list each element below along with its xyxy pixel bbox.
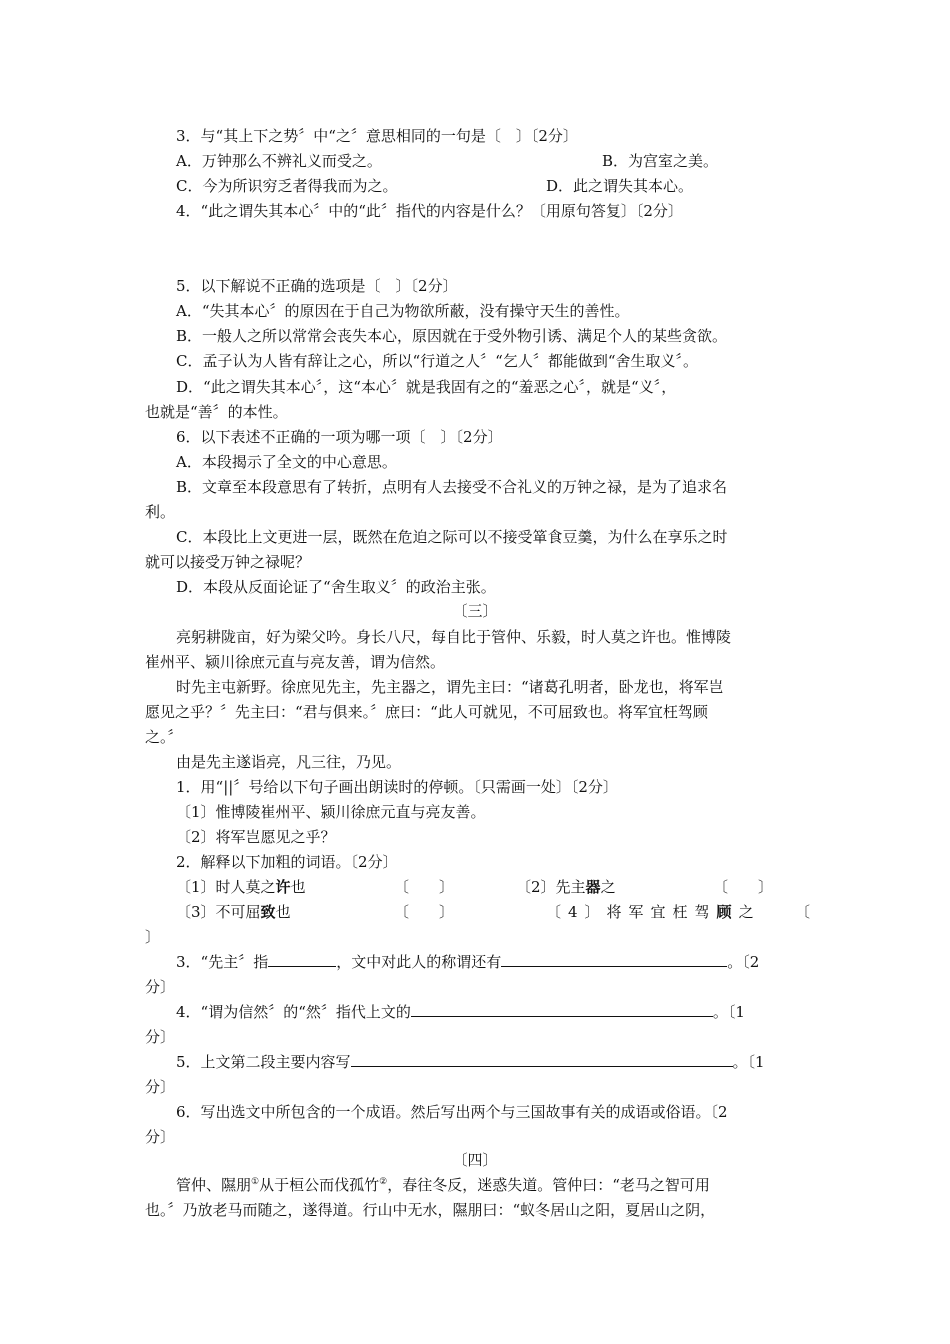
s3-q6-line2: 分〕 bbox=[145, 1128, 176, 1146]
s3-passage-p1-line2: 崔州平、颍川徐庶元直与亮友善，谓为信然。 bbox=[145, 653, 446, 671]
answer-blank[interactable] bbox=[268, 952, 336, 967]
footnote-mark: ② bbox=[379, 1177, 388, 1187]
s2-q3-option-c: C．今为所识穷乏者得我而为之。 bbox=[176, 177, 398, 195]
s3-q2-item4: 〔4〕将军宜枉驾顾之 bbox=[546, 903, 761, 921]
s3-q2-item4-paren-open: 〔 bbox=[795, 903, 811, 921]
s3-q3-wrap: 分〕 bbox=[145, 978, 176, 996]
s3-q5-wrap: 分〕 bbox=[145, 1078, 176, 1096]
s3-q2-item1: 〔1〕时人莫之许也 bbox=[176, 878, 306, 896]
s3-q2-item2-answer-paren: 〔 〕 bbox=[713, 878, 774, 896]
s3-q3: 3．“先主〞指 ，文中对此人的称谓还有 。〔2 bbox=[176, 953, 760, 971]
s2-q3-option-b: B．为宫室之美。 bbox=[602, 152, 719, 170]
s2-q5-option-c: C．孟子认为人皆有辞让之心，所以“行道之人〞“乞人〞都能做到“舍生取义〞。 bbox=[176, 352, 698, 370]
s2-q4: 4．“此之谓失其本心〞中的“此〞指代的内容是什么？〔用原句答复〕〔2分〕 bbox=[176, 202, 683, 220]
s3-q2-item3-answer-paren: 〔 〕 bbox=[394, 903, 455, 921]
bold-word: 顾 bbox=[716, 903, 739, 921]
bold-word: 器 bbox=[585, 878, 601, 896]
s2-q6-option-b-line1: B．文章至本段意思有了转折，点明有人去接受不合礼义的万钟之禄，是为了追求名 bbox=[176, 478, 728, 496]
s2-q5: 5．以下解说不正确的选项是〔 〕〔2分〕 bbox=[176, 277, 458, 295]
s3-q4: 4．“谓为信然〞的“然〞指代上文的 。〔1 bbox=[176, 1003, 745, 1021]
s3-q1-item2: 〔2〕将军岂愿见之乎？ bbox=[176, 828, 336, 846]
answer-blank[interactable] bbox=[411, 1002, 713, 1017]
s3-q5: 5．上文第二段主要内容写 。〔1 bbox=[176, 1053, 765, 1071]
section3-heading: 〔三〕 bbox=[452, 602, 498, 620]
s2-q3-option-d: D．此之谓失其本心。 bbox=[546, 177, 694, 195]
s4-passage-line2: 也。〞乃放老马而随之，遂得道。行山中无水，隰朋曰：“蚁冬居山之阳，夏居山之阴， bbox=[145, 1201, 716, 1219]
bold-word: 许 bbox=[275, 878, 291, 896]
s2-q6-option-c-line1: C．本段比上文更进一层，既然在危迫之际可以不接受箪食豆羹，为什么在享乐之时 bbox=[176, 528, 728, 546]
s3-q2: 2．解释以下加粗的词语。〔2分〕 bbox=[176, 853, 398, 871]
s2-q6-option-b-line2: 利。 bbox=[145, 503, 176, 521]
s3-passage-p2-line2: 愿见之乎？〞先主曰：“君与俱来。〞庶曰：“此人可就见，不可屈致也。将军宜枉驾顾 bbox=[145, 703, 708, 721]
s2-q3: 3．与“其上下之势〞中“之〞意思相同的一句是〔 〕〔2分〕 bbox=[176, 127, 578, 145]
s3-q4-wrap: 分〕 bbox=[145, 1028, 176, 1046]
section4-heading: 〔四〕 bbox=[452, 1151, 498, 1169]
s3-q2-item3: 〔3〕不可屈致也 bbox=[176, 903, 291, 921]
s2-q5-option-d-line2: 也就是“善〞的本性。 bbox=[145, 403, 288, 421]
s3-q2-item4-paren-close: 〕 bbox=[145, 928, 161, 946]
s2-q6-option-c-line2: 就可以接受万钟之禄呢？ bbox=[145, 553, 311, 571]
s2-q3-option-a: A．万钟那么不辨礼义而受之。 bbox=[176, 152, 382, 170]
s2-q6-option-a: A．本段揭示了全文的中心意思。 bbox=[176, 453, 397, 471]
s3-passage-p1-line1: 亮躬耕陇亩，好为梁父吟。身长八尺，每自比于管仲、乐毅，时人莫之许也。惟博陵 bbox=[176, 628, 732, 646]
s2-q5-option-b: B．一般人之所以常常会丧失本心，原因就在于受外物引诱、满足个人的某些贪欲。 bbox=[176, 327, 728, 345]
s3-q6-line1: 6．写出选文中所包含的一个成语。然后写出两个与三国故事有关的成语或俗语。〔2 bbox=[176, 1103, 728, 1121]
answer-blank[interactable] bbox=[351, 1052, 733, 1067]
s3-q1: 1．用“||〞号给以下句子画出朗读时的停顿。〔只需画一处〕〔2分〕 bbox=[176, 778, 618, 796]
s2-q5-option-d-line1: D．“此之谓失其本心〞，这“本心〞就是我固有之的“羞恶之心〞，就是“义〞， bbox=[176, 378, 677, 396]
s2-q6: 6．以下表述不正确的一项为哪一项〔 〕〔2分〕 bbox=[176, 428, 503, 446]
s3-passage-p3: 由是先主遂诣亮，凡三往，乃见。 bbox=[176, 753, 402, 771]
s3-passage-p2-line1: 时先主屯新野。徐庶见先主，先主器之，谓先主曰：“诸葛孔明者，卧龙也，将军岂 bbox=[176, 678, 724, 696]
footnote-mark: ① bbox=[251, 1177, 260, 1187]
s4-passage-line1: 管仲、隰朋①从于桓公而伐孤竹②，春往冬反，迷惑失道。管仲曰：“老马之智可用 bbox=[176, 1176, 710, 1194]
s3-q2-item1-answer-paren: 〔 〕 bbox=[394, 878, 455, 896]
s3-q1-item1: 〔1〕惟博陵崔州平、颍川徐庶元直与亮友善。 bbox=[176, 803, 486, 821]
s3-passage-p2-line3: 之。〞 bbox=[145, 728, 183, 746]
answer-blank[interactable] bbox=[501, 952, 727, 967]
s3-q2-item2: 〔2〕先主器之 bbox=[516, 878, 616, 896]
bold-word: 致 bbox=[260, 903, 276, 921]
s2-q5-option-a: A．“失其本心〞的原因在于自己为物欲所蔽，没有操守天生的善性。 bbox=[176, 302, 630, 320]
s2-q6-option-d: D．本段从反面论证了“舍生取义〞的政治主张。 bbox=[176, 578, 496, 596]
